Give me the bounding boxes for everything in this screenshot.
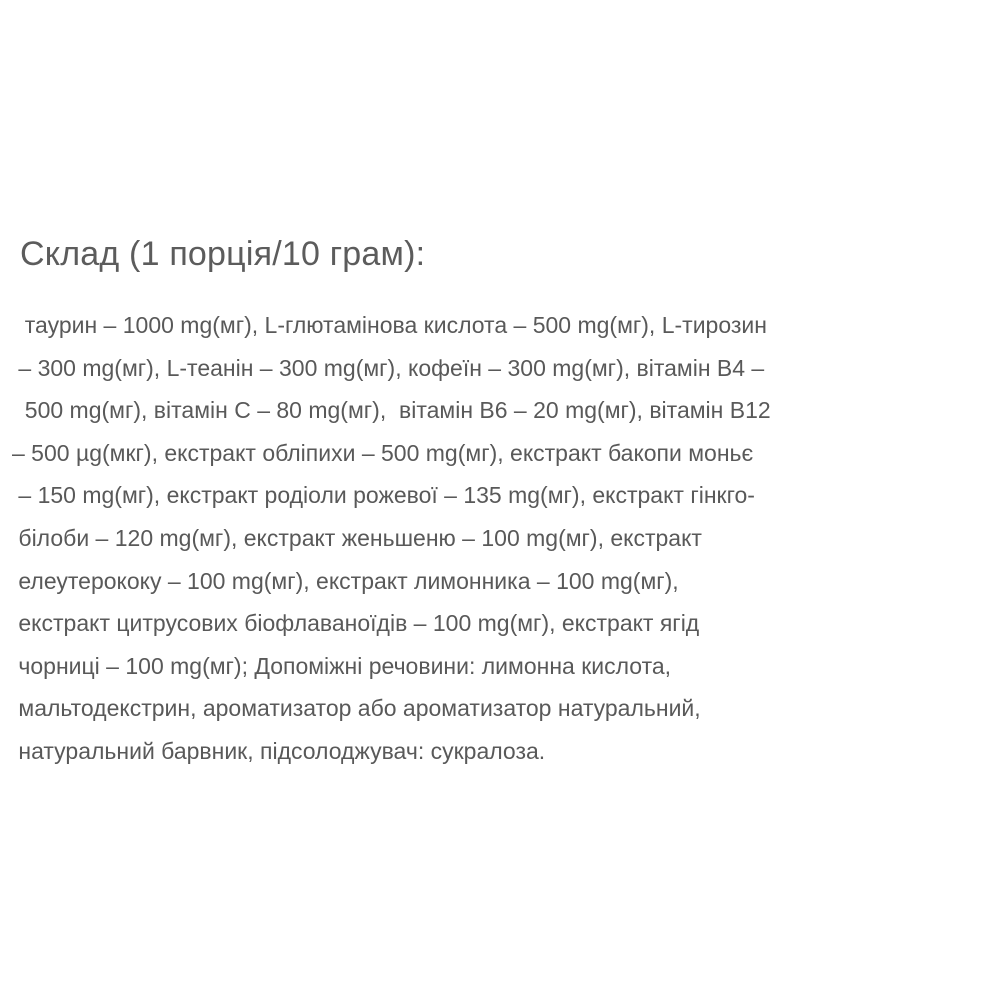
ingredients-list (12, 304, 992, 773)
ingredients-line: таурин – 1000 mg(мг), L-глютамінова кислота – 500 mg(мг), L-тирозин (12, 312, 767, 338)
ingredients-line: екстракт цитрусових біофлаваноїдів – 100 mg(мг), екстракт ягід (12, 610, 700, 637)
ingredients-line: елеутерококу – 100 mg(мг), екстракт лимонника – 100 mg(мг), (12, 567, 679, 594)
ingredients-line: мальтодекстрин, ароматизатор або ароматизатор натуральний, (12, 695, 701, 722)
ingredients-line: 500 mg(мг), вітамін С – 80 mg(мг), вітамін В6 – 20 mg(мг), вітамін В12 (12, 397, 771, 424)
ingredients-line: натуральний барвник, підсолоджувач: сукралоза. (12, 737, 546, 764)
ingredients-line: білоби – 120 mg(мг), екстракт женьшеню – 100 mg(мг), екстракт (12, 524, 702, 551)
ingredients-line: – 300 mg(мг), L-теанін – 300 mg(мг), кофеїн – 300 mg(мг), вітамін В4 – (12, 354, 765, 381)
composition-heading: Склад (1 порція/10 грам): (20, 235, 426, 273)
ingredients-line: – 150 mg(мг), екстракт родіоли рожевої – 135 mg(мг), екстракт гінкго- (12, 482, 755, 509)
ingredients-line: – 500 µg(мкг), екстракт обліпихи – 500 mg(мг), екстракт бакопи моньє (12, 439, 754, 466)
ingredients-line: чорниці – 100 mg(мг); Допоміжні речовини: лимонна кислота, (12, 652, 672, 679)
